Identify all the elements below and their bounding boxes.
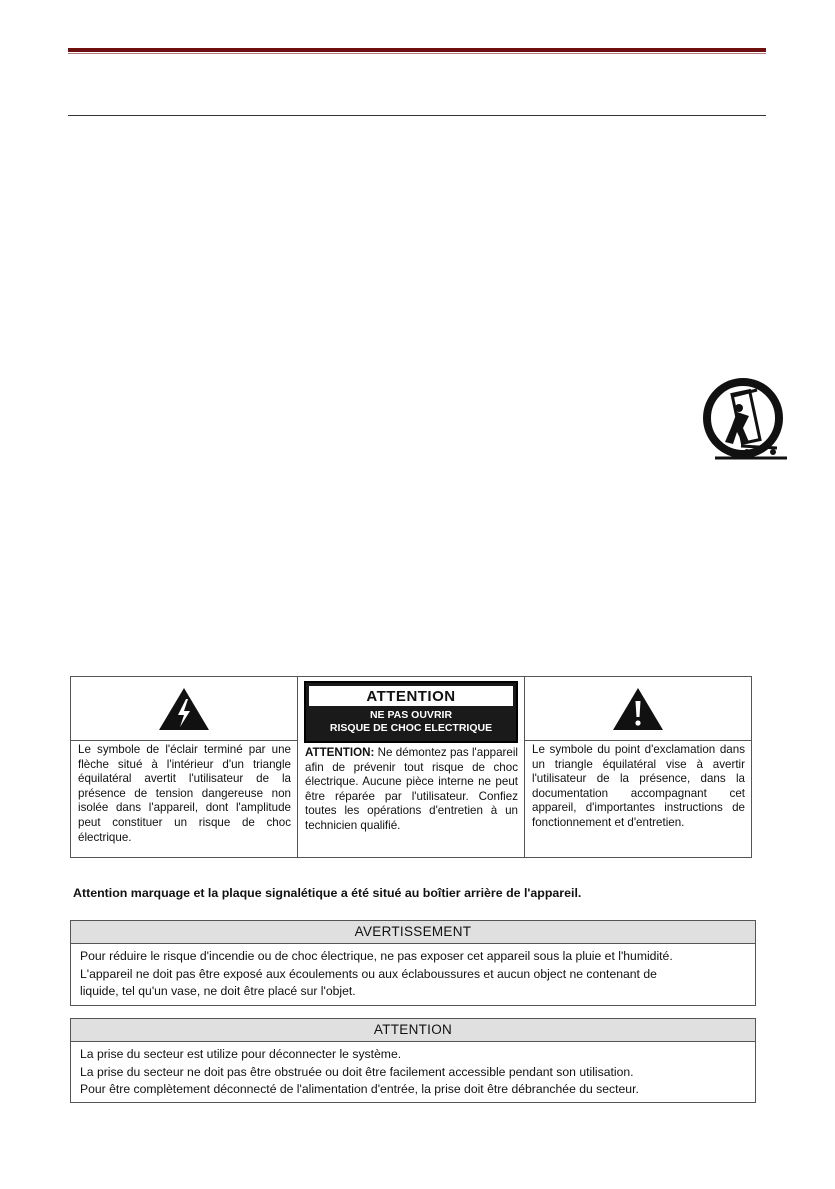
warning-line-1: Pour réduire le risque d'incendie ou de choc électrique, ne pas exposer cet appareil sous la pluie et l'humidité. [80,949,673,963]
exclamation-triangle-icon [612,687,664,731]
safety-symbols-table [70,676,752,858]
exclamation-symbol-cell [525,677,751,857]
warning-line-3: liquide, tel qu'un vase, ne doit être placé sur l'objet. [80,984,356,998]
lightning-symbol-cell [71,677,298,857]
attention-label-title: ATTENTION [309,686,513,706]
exclamation-symbol-text: Le symbole du point d'exclamation dans un triangle équilatéral vise à avertir l'utilisateur de la présence, dans la documentation accompagnant cet appareil, d'importantes instructions de fonctionnement et d'entretien. [532,743,745,829]
header-underline [68,115,766,116]
caution-line-2: La prise du secteur ne doit pas être obstruée ou doit être facilement accessible pendant son utilisation. [80,1064,634,1079]
attention-lead: ATTENTION: [305,746,375,759]
attention-label [304,681,518,743]
header-rule-thin [68,53,766,54]
caution-title: ATTENTION [71,1019,755,1042]
exclamation-icon-area [525,677,751,741]
caution-box [70,1018,756,1103]
attention-label-cell [298,677,525,857]
lightning-icon-area [71,677,297,741]
attention-body: Ne démontez pas l'appareil afin de prévenir tout risque de choc électrique. Aucune pièce interne ne peut être réparée par l'utilisateur. Confiez toutes les opérations d'entretien à un technicien qualifié. [305,746,518,832]
warning-box [70,920,756,1006]
warning-body [71,944,755,1007]
attention-label-line2: RISQUE DE CHOC ELECTRIQUE [329,721,493,734]
cart-tip-over-warning-icon [697,376,797,468]
warning-line-2: L'appareil ne doit pas être exposé aux écoulements ou aux éclaboussures et aucun object ne contenant de [80,966,657,981]
marking-note: Attention marquage et la plaque signalétique a été situé au boîtier arrière de l'appareil. [73,886,582,900]
caution-line-1: La prise du secteur est utilize pour déconnecter le système. [80,1047,402,1061]
header-rule-dark [68,48,766,52]
warning-title: AVERTISSEMENT [71,921,755,944]
lightning-triangle-icon [158,687,210,731]
caution-body [71,1042,755,1105]
caution-line-3: Pour être complètement déconnecté de l'alimentation d'entrée, la prise doit être débranchée du secteur. [80,1082,639,1096]
attention-label-line1: NE PAS OUVRIR [369,709,453,721]
lightning-symbol-text: Le symbole de l'éclair terminé par une flèche situé à l'intérieur d'un triangle équilatéral avertit l'utilisateur de la présence de tension dangereuse non isolée dans l'appareil, dont l'amplitude peut constituer un risque de choc électrique. [78,743,291,844]
attention-text [298,743,524,834]
